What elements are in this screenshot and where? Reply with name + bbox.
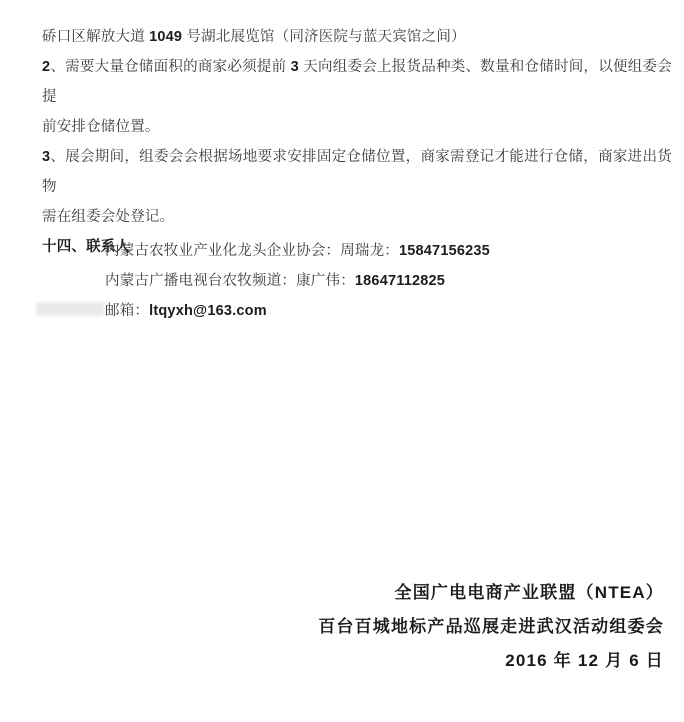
text-segment: 硚口区解放大道 — [42, 29, 150, 45]
bold-text-segment: NTEA — [594, 583, 646, 602]
text-segment: 、需要大量仓储面积的商家必须提前 — [50, 59, 291, 75]
bold-text-segment: 3 — [42, 149, 51, 165]
bold-text-segment: 十四、联系人 — [42, 239, 131, 255]
text-segment: 需在组委会处登记。 — [42, 209, 175, 225]
text-segment: 、展会期间，组委会会根据场地要求安排固定仓储位置，商家需登记才能进行仓储，商家进出货物 — [42, 149, 672, 195]
bold-text-segment: ） — [645, 583, 664, 602]
text-segment: 前安排仓储位置。 — [42, 119, 160, 135]
text-segment: 内蒙古广播电视台农牧频道：康广伟： — [105, 273, 355, 289]
contact-tv-channel — [105, 266, 490, 296]
bold-text-segment: 2016 年 12 月 6 日 — [505, 651, 664, 670]
signature-org-committee — [318, 610, 664, 644]
bold-text-segment: 2 — [42, 59, 51, 75]
signature-block — [318, 576, 664, 678]
signature-date — [318, 644, 664, 678]
item2-line2 — [42, 112, 672, 142]
item3-line1 — [42, 142, 672, 202]
body-text-block — [42, 22, 672, 262]
text-segment: 号湖北展览馆（同济医院与蓝天宾馆之间） — [182, 29, 466, 45]
item3-line2 — [42, 202, 672, 232]
scan-smudge-artifact — [36, 302, 104, 316]
bold-text-segment: 15847156235 — [399, 243, 490, 259]
contact-info-block — [105, 236, 490, 326]
text-segment: 邮箱： — [105, 303, 150, 319]
bold-text-segment: ltqyxh@163.com — [149, 303, 267, 319]
text-segment: 内蒙古农牧业产业化龙头企业协会：周瑞龙： — [105, 243, 399, 259]
bold-text-segment: 百台百城地标产品巡展走进武汉活动组委会 — [318, 617, 664, 636]
contact-email — [105, 296, 490, 326]
item2-line1 — [42, 52, 672, 112]
signature-org-alliance — [318, 576, 664, 610]
bold-text-segment: 3 — [290, 59, 299, 75]
text-segment: 天向组委会上报货品种类、数量和仓储时间，以便组委会提 — [42, 59, 672, 105]
bold-text-segment: 18647112825 — [354, 273, 446, 289]
contact-association — [105, 236, 490, 266]
venue-line — [42, 22, 672, 52]
bold-text-segment: 全国广电电商产业联盟（ — [394, 583, 595, 602]
bold-text-segment: 1049 — [149, 29, 183, 45]
